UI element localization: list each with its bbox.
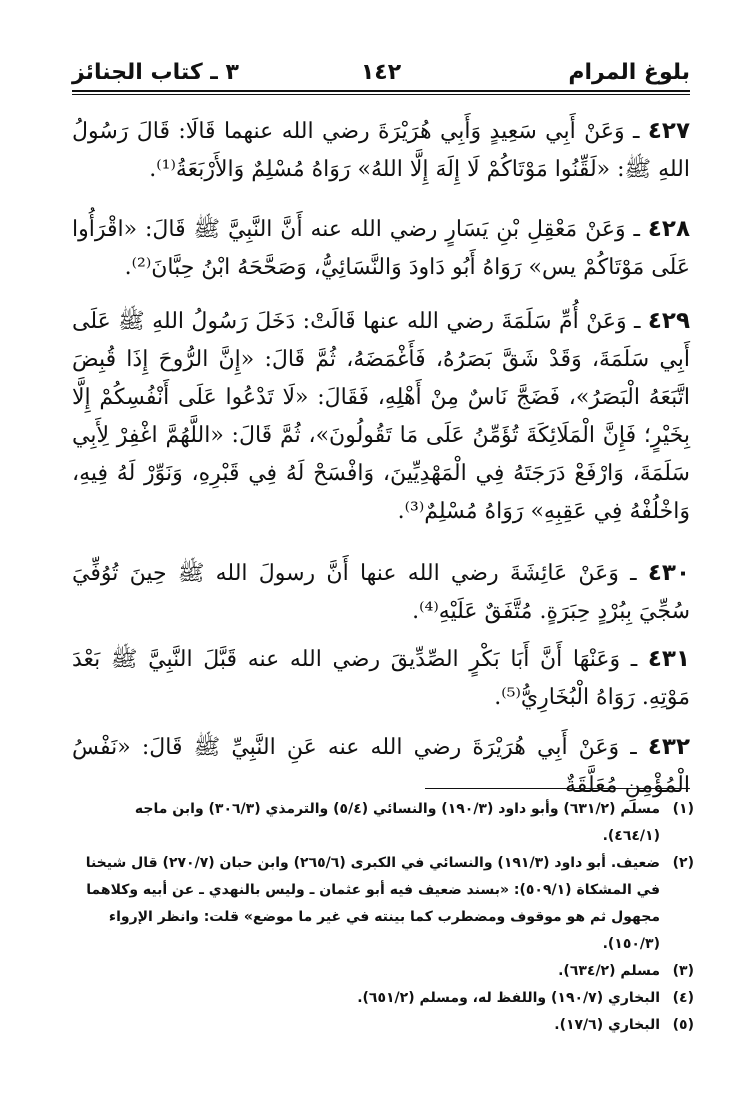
footnote-number: (٢)	[672, 855, 694, 871]
page-number: ١٤٢	[360, 60, 402, 85]
hadith-428	[72, 210, 690, 287]
footnote	[76, 850, 694, 958]
footnote-text: مسلم (٦٣١/٢) وأبو داود (١٩٠/٣) والنسائي (٥/٤) والترمذي (٣٠٦/٣) وابن ماجه (٤٦٤/١).	[134, 801, 660, 844]
hadith-number: ٤٣١	[647, 646, 690, 672]
hadith-text: ـ وَعَنْهَا أَنَّ أَبَا بَكْرٍ الصِّدِّيقَ رضي الله عنه قَبَّلَ النَّبِيَّ ﷺ بَعْدَ مَوْتِهِ. رَوَاهُ الْبُخَارِيُّ⁽⁵⁾.	[72, 647, 690, 710]
footnote	[76, 1012, 694, 1039]
footnote-number: (٤)	[672, 990, 694, 1006]
hadith-number: ٤٣٢	[647, 734, 690, 760]
footnote	[76, 958, 694, 985]
footnote-text: البخاري (١٧/٦).	[554, 1017, 660, 1033]
header-divider	[72, 90, 690, 92]
book-title: بلوغ المرام	[568, 60, 690, 85]
hadith-431	[72, 640, 690, 717]
hadith-number: ٤٢٨	[647, 216, 690, 242]
hadith-text: ـ وَعَنْ مَعْقِلِ بْنِ يَسَارٍ رضي الله عنه أَنَّ النَّبِيَّ ﷺ قَالَ: «اقْرَأُوا عَلَى مَوْتَاكُمْ يس» رَوَاهُ أَبُو دَاودَ وَالنَّسَائِيُّ، وَصَحَّحَهُ ابْنُ حِبَّانَ⁽²⁾.	[72, 217, 690, 280]
footnote-text: مسلم (٦٣٤/٢).	[558, 963, 660, 979]
hadith-text: ـ وَعَنْ أَبِي سَعِيدٍ وَأَبِي هُرَيْرَةَ رضي الله عنهما قَالَا: قَالَ رَسُولُ اللهِ ﷺ: «لَقِّنُوا مَوْتَاكُمْ لَا إِلَهَ إِلَّا اللهُ» رَوَاهُ مُسْلِمٌ وَالأَرْبَعَةُ⁽¹⁾.	[72, 119, 690, 182]
footnote	[76, 985, 694, 1012]
hadith-text: ـ وَعَنْ عَائِشَةَ رضي الله عنها أَنَّ رسولَ الله ﷺ حِينَ تُوُفِّيَ سُجِّيَ بِبُرْدٍ حِبَرَةٍ. مُتَّفَقٌ عَلَيْهِ⁽⁴⁾.	[72, 561, 690, 624]
hadith-number: ٤٢٩	[647, 308, 690, 334]
footnote-text: ضعيف. أبو داود (١٩١/٣) والنسائي في الكبرى (٢٦٥/٦) وابن حبان (٢٧٠/٧) قال شيخنا في المشكاة (٥٠٩/١): «بسند ضعيف فيه أبو عثمان ـ وليس بالنهدي ـ عن أبيه وكلاهما مجهول ثم هو موقوف ومضطرب كما بينته في غير ما موضع» قلت: وانظر الإرواء (١٥٠/٣).	[85, 855, 660, 952]
header-divider-thin	[72, 94, 690, 95]
hadith-429	[72, 302, 690, 531]
hadith-number: ٤٣٠	[647, 560, 690, 586]
footnote-number: (٥)	[672, 1017, 694, 1033]
footnotes	[76, 796, 694, 1039]
hadith-432	[72, 728, 690, 805]
hadith-427	[72, 112, 690, 189]
hadith-number: ٤٢٧	[647, 118, 690, 144]
page-header	[72, 56, 690, 90]
footnote	[76, 796, 694, 850]
footnote-divider	[425, 788, 690, 789]
footnote-number: (١)	[672, 801, 694, 817]
chapter-title: ٣ ـ كتاب الجنائز	[72, 60, 239, 85]
footnote-text: البخاري (١٩٠/٧) واللفظ له، ومسلم (٦٥١/٢).	[357, 990, 660, 1006]
hadith-430	[72, 554, 690, 631]
footnote-number: (٣)	[672, 963, 694, 979]
hadith-text: ـ وَعَنْ أُمِّ سَلَمَةَ رضي الله عنها قَالَتْ: دَخَلَ رَسُولُ اللهِ ﷺ عَلَى أَبِي سَلَمَةَ، وَقَدْ شَقَّ بَصَرُهُ، فَأَغْمَضَهُ، ثُمَّ قَالَ: «إِنَّ الرُّوحَ إِذَا قُبِضَ اتَّبَعَهُ الْبَصَرُ»، فَضَجَّ نَاسٌ مِنْ أَهْلِهِ، فَقَالَ: «لَا تَدْعُوا عَلَى أَنْفُسِكُمْ إِلَّا بِخَيْرٍ؛ فَإِنَّ الْمَلَائِكَةَ تُؤَمِّنُ عَلَى مَا تَقُولُونَ»، ثُمَّ قَالَ: «اللَّهُمَّ اغْفِرْ لِأَبِي سَلَمَةَ، وَارْفَعْ دَرَجَتَهُ فِي الْمَهْدِيِّينَ، وَافْسَحْ لَهُ فِي قَبْرِهِ، وَنَوِّرْ لَهُ فِيهِ، وَاخْلُفْهُ فِي عَقِبِهِ» رَوَاهُ مُسْلِمٌ⁽³⁾.	[72, 309, 690, 524]
hadith-text: ـ وَعَنْ أَبِي هُرَيْرَةَ رضي الله عنه عَنِ النَّبِيِّ ﷺ قَالَ: «نَفْسُ الْمُؤْمِنِ مُعَلَّقَةٌ	[72, 735, 690, 798]
